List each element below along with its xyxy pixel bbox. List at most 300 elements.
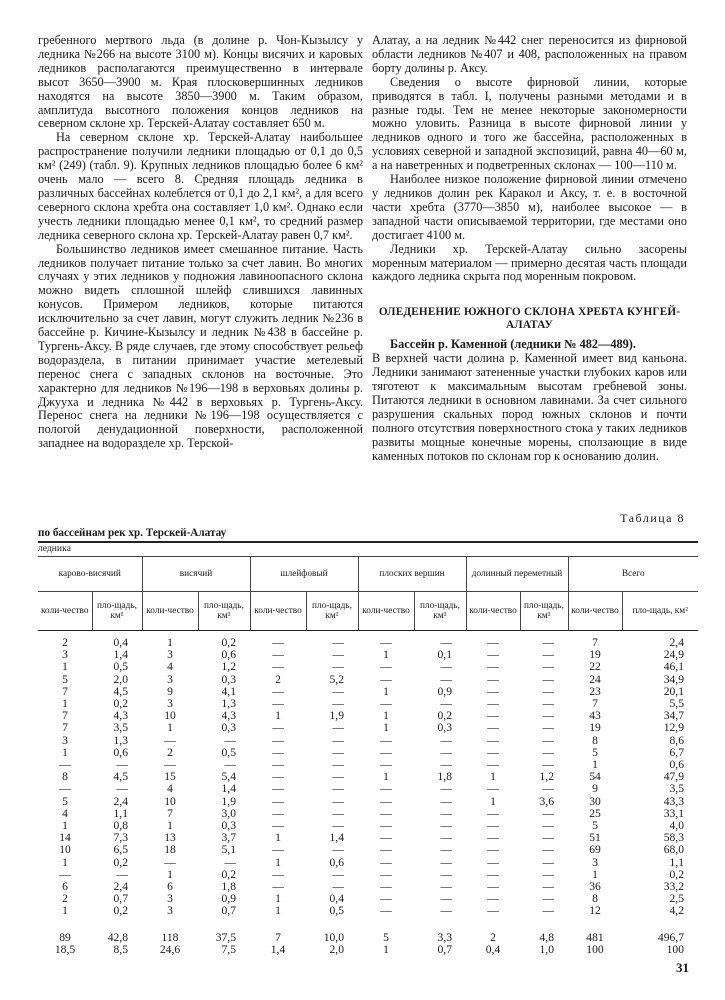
paragraph: Ледники хр. Терскей-Алатау сильно засорены моренным материалом — примерно десятая часть площади каждого ледника скрыта под моренным покровом. (372, 241, 687, 284)
table-cell: 2,4 (113, 794, 128, 808)
table-row (38, 932, 698, 945)
table-cell: — (487, 904, 499, 918)
table-cell: — (380, 782, 392, 796)
table-group-header: карово-висячий (38, 557, 142, 592)
table-cell: 0,2 (113, 904, 128, 918)
table-cell: — (272, 697, 284, 711)
table-cell: 4,3 (113, 709, 128, 723)
paragraph: гребенного мертвого льда (в долине р. Чон-Кызылсу у ледника №266 на высоте 3100 м). Концы висячих и каровых ледников располагаются преимущественно в интервале высот 3650—3900 м. Края плосковершинных ледников находятся на высоте 3850—3900 м. Таким образом, амплитуда высотного положения концов ледников на северном склоне хр. Терскей-Алатау составляет 650 м. (38, 33, 363, 131)
table-cell: — (272, 843, 284, 857)
table-cell: — (440, 745, 452, 759)
table-cell: 8,6 (669, 733, 684, 747)
table-cell: — (440, 697, 452, 711)
table-cell: — (380, 733, 392, 747)
table-cell: 10,0 (323, 930, 344, 944)
table-cell: — (164, 733, 176, 747)
table-cell: — (440, 758, 452, 772)
table-cell: 4 (62, 806, 68, 820)
table-cell: — (272, 819, 284, 833)
table-cell: — (380, 806, 392, 820)
table-cell: 51 (589, 831, 601, 845)
table-cell: 36 (589, 880, 601, 894)
table-cell: 7 (592, 636, 598, 649)
table-cell: — (332, 684, 344, 698)
table-cell: 7,3 (113, 831, 128, 845)
table-cell: — (440, 880, 452, 894)
table-cell: 89 (59, 930, 71, 944)
table-cell: — (332, 782, 344, 796)
table-cell: 3,5 (113, 721, 128, 735)
table-cell: 19 (589, 648, 601, 662)
table-cell: — (487, 709, 499, 723)
table-cell: 0,5 (329, 904, 344, 918)
table-cell: — (380, 794, 392, 808)
table-cell: 0,6 (329, 855, 344, 869)
table-cell: 3 (167, 697, 173, 711)
table-cell: — (332, 636, 344, 649)
table-cell: 3,7 (221, 831, 236, 845)
page-number: 31 (676, 960, 689, 975)
table-sub-header-count: коли-чество (568, 592, 622, 631)
table-cell: — (440, 672, 452, 686)
table-cell: — (440, 733, 452, 747)
table-cell: 1 (592, 758, 598, 772)
table-cell: 9 (167, 684, 173, 698)
table-cell: 1 (167, 819, 173, 833)
table-cell: — (440, 904, 452, 918)
table-cell: 1 (383, 648, 389, 662)
table-cell: 0,9 (437, 684, 452, 698)
table-cell: — (542, 733, 554, 747)
right-column (372, 34, 687, 463)
table-cell: 0,6 (669, 758, 684, 772)
table-cell: — (380, 892, 392, 906)
table-cell: — (542, 660, 554, 674)
table-row (38, 735, 698, 747)
table-cell: — (542, 843, 554, 857)
table-cell: 15 (164, 770, 176, 784)
table-row (38, 747, 698, 759)
table-cell: — (542, 892, 554, 906)
table-cell: 3 (62, 648, 68, 662)
table-cell: 0,6 (221, 648, 236, 662)
table-cell: 1,3 (113, 733, 128, 747)
table-cell: 0,2 (669, 867, 684, 881)
table-cell: — (542, 648, 554, 662)
table-cell: — (487, 892, 499, 906)
table-cell: — (380, 660, 392, 674)
table-cell: — (59, 867, 71, 881)
table-cell: 1 (383, 721, 389, 735)
table-cell: — (272, 660, 284, 674)
table-cell: — (542, 672, 554, 686)
table-row (38, 674, 698, 686)
table-cell: 3,5 (669, 782, 684, 796)
table-cell: 3 (62, 733, 68, 747)
table-cell: 4 (167, 660, 173, 674)
table-cell: 5,5 (669, 697, 684, 711)
table-cell: 6 (62, 880, 68, 894)
table-cell: 1 (62, 660, 68, 674)
table-cell: 4 (167, 782, 173, 796)
table-cell: 2,5 (669, 892, 684, 906)
table-cell: 1,9 (329, 709, 344, 723)
table-cell: 1,3 (221, 697, 236, 711)
paragraph: Сведения о высоте фирновой линии, которые приводятся в табл. I, получены разными методами и в разные годы. Тем не менее некоторые закономерности можно уловить. Разница в высоте фирновой линии у ледников одного и того же бассейна, расположенных в условиях северной и западной экспозиций, равна 40—60 м, а на наветренных и подветренных склонах — 100—110 м. (372, 74, 687, 173)
table-cell: — (440, 806, 452, 820)
table-cell: — (272, 758, 284, 772)
table-cell: 54 (589, 770, 601, 784)
table-cell: — (332, 758, 344, 772)
table-cell: — (59, 758, 71, 772)
table-sub-header-area: пло-щадь, км² (520, 592, 568, 631)
table-cell: — (380, 819, 392, 833)
table-cell: 6,5 (113, 843, 128, 857)
table-cell: 1,9 (221, 794, 236, 808)
table-cell: — (487, 648, 499, 662)
table-cell: 37,5 (215, 930, 236, 944)
table-cell: 10 (164, 794, 176, 808)
table-cell: 7,5 (221, 943, 236, 957)
table-cell: 7 (62, 709, 68, 723)
table-cell: 18,5 (54, 943, 76, 957)
table-cell: — (380, 745, 392, 759)
table-cell: — (272, 721, 284, 735)
table-cell: — (380, 904, 392, 918)
table-cell: 7 (62, 721, 68, 735)
table-cell: 1 (62, 855, 68, 869)
basin-paragraph (372, 338, 687, 352)
table-cell: — (542, 904, 554, 918)
table-cell: 42,8 (107, 930, 128, 944)
table-cell: 2,0 (329, 943, 344, 957)
table-cell: — (542, 745, 554, 759)
table-cell: 4,5 (113, 684, 128, 698)
table-cell: 5 (383, 930, 389, 944)
table-cell: — (380, 855, 392, 869)
table-cell: 4,5 (113, 770, 128, 784)
table-cell: — (164, 758, 176, 772)
table-row (38, 796, 698, 808)
table-cell: 4,2 (669, 904, 684, 918)
table-cell: — (487, 684, 499, 698)
table-sub-header-area: пло-щадь, км² (622, 592, 698, 631)
table-cell: 0,3 (437, 721, 452, 735)
table-cell: 1 (275, 709, 281, 723)
table-cell: 46,1 (663, 660, 684, 674)
table-cell: 1 (62, 819, 68, 833)
table-cell: — (440, 867, 452, 881)
table-cell: 1 (275, 892, 281, 906)
paragraph: Большинство ледников имеет смешанное питание. Часть ледников получает питание только за счет лавин. Во многих случаях у этих ледников у подножия лавиноопасного склона можно видеть сплошной шлейф слившихся лавинных конусов. Примером ледников, которые питаются исключительно за счет лавин, могут служить ледник №236 в бассейне р. Кичине-Кызылсу и ледник №438 в бассейне р. Тургень-Аксу. В ряде случаев, где этому способствует рельеф водораздела, в питании принимает участие метелевый перенос снега с западных склонов на восточные. Это характерно для ледников №196—198 в верховьях долины р. Джууха и ледника №442 в верховьях р. Тургень-Аксу. Перенос снега на ледники №196—198 осуществляется с пологой денудационной поверхности, расположенной западнее на водоразделе хр. Терской- (38, 241, 363, 451)
table-cell: — (542, 684, 554, 698)
table-cell: 47,9 (663, 770, 684, 784)
table-cell: 1 (167, 721, 173, 735)
table-cell: — (272, 733, 284, 747)
table-cell: — (542, 806, 554, 820)
table-group-header: Всего (568, 557, 698, 592)
table-cell: 7 (62, 684, 68, 698)
table-cell: 2,0 (113, 672, 128, 686)
table-cell: 3 (167, 904, 173, 918)
table-cell: 10 (59, 843, 71, 857)
table-row (38, 844, 698, 856)
table-cell: — (332, 819, 344, 833)
table-cell: 1 (275, 904, 281, 918)
table-cell: — (487, 855, 499, 869)
table-cell: 12 (589, 904, 601, 918)
paragraph: Наиболее низкое положение фирновой линии отмечено у ледников долин рек Каракол и Аксу, т. е. в восточной части хребта (3770—3850 м), наиболее высокое — в западной части описываемой территории, где местами оно достигает 4100 м. (372, 172, 687, 242)
table-cell: 14 (59, 831, 71, 845)
table-cell: — (224, 758, 236, 772)
table-cell: 5 (62, 794, 68, 808)
table-cell: 3 (167, 648, 173, 662)
table-cell: 1,2 (539, 770, 554, 784)
table-cell: 5,4 (221, 770, 236, 784)
table-cell: — (440, 636, 452, 649)
table-cell: — (440, 831, 452, 845)
table-cell: 7 (167, 806, 173, 820)
table-cell: 100 (666, 943, 684, 957)
table-cell: 1 (275, 855, 281, 869)
table-cell: 1,2 (221, 660, 236, 674)
table-cell: — (440, 843, 452, 857)
table-cell: 0,7 (113, 892, 128, 906)
table-cell: 0,3 (221, 721, 236, 735)
table-cell: 13 (164, 831, 176, 845)
table-row (38, 905, 698, 917)
table-cell: — (380, 867, 392, 881)
table-cell: 1,1 (669, 855, 684, 869)
table-cell: — (332, 843, 344, 857)
table-cell: 481 (586, 930, 604, 944)
table-cell: 1 (383, 770, 389, 784)
table-cell: 1,8 (221, 880, 236, 894)
table-cell: — (487, 782, 499, 796)
table-cell: — (380, 843, 392, 857)
table-sub-header-area: пло-щадь, км² (92, 592, 142, 631)
table-cell: — (440, 855, 452, 869)
table-cell: 1 (62, 745, 68, 759)
table-cell: — (332, 880, 344, 894)
table-row (38, 808, 698, 820)
table-cell: 3 (167, 892, 173, 906)
table-cell: 3 (592, 855, 598, 869)
table-cell: 1,0 (539, 943, 554, 957)
table-cell: 1,8 (437, 770, 452, 784)
table-row (38, 857, 698, 869)
table-cell: 1 (383, 684, 389, 698)
table-cell: 58,3 (663, 831, 684, 845)
table-row (38, 771, 698, 783)
table-cell: 1,4 (221, 782, 236, 796)
table-cell: 12,9 (663, 721, 684, 735)
paragraph: В верхней части долина р. Каменной имеет вид каньона. Ледники занимают затененные участки глубоких каров или тяготеют к максимальным высотам гребневой зоны. Питаются ледники в основном лавинами. За счет сильного разрушения скальных пород южных склонов и почти полного отсутствия поверхностного стока у таких ледников развиты мощные конечные морены, сползающие в виде каменных потоков по склонам гор к основанию долин. (372, 351, 687, 463)
table-sub-header-area: пло-щадь, км² (306, 592, 358, 631)
table-cell: 2,4 (669, 636, 684, 649)
table-cell: 33,2 (663, 880, 684, 894)
table-cell: — (380, 697, 392, 711)
table-cell: 8 (62, 770, 68, 784)
table-cell: 34,9 (663, 672, 684, 686)
table-cell: 0,3 (221, 672, 236, 686)
table-cell: 3,6 (539, 794, 554, 808)
table-sub-header-area: пло-щадь, км² (198, 592, 250, 631)
table-cell: — (272, 648, 284, 662)
table-cell: — (272, 867, 284, 881)
table-row (38, 944, 698, 957)
table-cell: 4,0 (669, 819, 684, 833)
table-cell: — (380, 831, 392, 845)
table-cell: 34,7 (663, 709, 684, 723)
table-cell: — (380, 880, 392, 894)
table-group-header: долинный переметный (466, 557, 568, 592)
table-cell: 1,4 (113, 648, 128, 662)
table-sub-header-area: пло-щадь, км² (414, 592, 466, 631)
table-cell: — (272, 794, 284, 808)
table-cell: — (332, 660, 344, 674)
table-cell: 0,4 (113, 636, 128, 649)
table-cell: 5 (592, 745, 598, 759)
table-row (38, 631, 698, 650)
table-cell: — (272, 745, 284, 759)
table-cell: 3 (167, 672, 173, 686)
table-cell: 2 (167, 745, 173, 759)
table-cell: — (487, 819, 499, 833)
table-cell: 2 (62, 636, 68, 649)
table-cell: — (224, 855, 236, 869)
table-cell: — (332, 794, 344, 808)
table-cell: 1 (62, 904, 68, 918)
table-cell: 1 (490, 794, 496, 808)
table-cell: — (487, 733, 499, 747)
table-cell: 10 (164, 709, 176, 723)
table-cell: — (542, 636, 554, 649)
table-cell: 7 (592, 697, 598, 711)
table-cell: 69 (589, 843, 601, 857)
table-cell: 1 (167, 636, 173, 649)
table-cell: 33,1 (663, 806, 684, 820)
table-sub-header-count: коли-чество (38, 592, 92, 631)
table-cell: 100 (586, 943, 604, 957)
table-cell: — (332, 806, 344, 820)
table-cell: — (487, 758, 499, 772)
table-cell: — (272, 636, 284, 649)
table-cell: — (272, 782, 284, 796)
table-cell: 0,5 (113, 660, 128, 674)
table-cell: — (487, 843, 499, 857)
table-cell: 8 (592, 892, 598, 906)
table-cell: — (440, 782, 452, 796)
table-cell: — (380, 758, 392, 772)
table-cell: — (542, 819, 554, 833)
table-sub-header-count: коли-чество (142, 592, 198, 631)
table-cell: 1 (592, 867, 598, 881)
table-cell: 0,7 (221, 904, 236, 918)
table-cell: — (272, 806, 284, 820)
table-cell: 4,1 (221, 684, 236, 698)
table-cell: 0,8 (113, 819, 128, 833)
table-cell: — (332, 648, 344, 662)
table-cell: — (116, 758, 128, 772)
table-cell: — (116, 782, 128, 796)
table-cell: 0,7 (437, 943, 452, 957)
table-row (38, 686, 698, 698)
table-cell: — (332, 733, 344, 747)
table-row (38, 661, 698, 673)
table-cell: — (487, 831, 499, 845)
table-cell: 3,3 (437, 930, 452, 944)
table-cell: — (487, 745, 499, 759)
table-cell: — (380, 636, 392, 649)
table-cell: — (487, 721, 499, 735)
table-label: Таблица 8 (620, 511, 685, 525)
table-cell: 118 (161, 930, 179, 944)
table-cell: 5 (592, 819, 598, 833)
table-cell: 0,5 (221, 745, 236, 759)
table-cell: 0,4 (485, 943, 501, 957)
table-cell: — (164, 855, 176, 869)
table-cell: 2 (62, 892, 68, 906)
table-cell: — (440, 892, 452, 906)
table-cell: — (542, 855, 554, 869)
table-row (38, 783, 698, 795)
left-column (38, 34, 363, 451)
table-group-header: висячий (142, 557, 250, 592)
table-cell: 20,1 (663, 684, 684, 698)
table-cell: — (542, 867, 554, 881)
table-cell: 1 (383, 943, 389, 957)
table-group-header: плоских вершин (358, 557, 466, 592)
table-cell: — (542, 697, 554, 711)
table-cell: 0,4 (329, 892, 344, 906)
table-cell: — (487, 672, 499, 686)
table-cell: — (116, 867, 128, 881)
table-cell: 0,3 (221, 819, 236, 833)
table-cell: 0,2 (113, 855, 128, 869)
table-cell: 5,1 (221, 843, 236, 857)
table-cell: — (440, 819, 452, 833)
table-group-header: шлейфовый (250, 557, 358, 592)
table-cell: — (487, 880, 499, 894)
table-cell: 6,7 (669, 745, 684, 759)
table-cell: — (487, 697, 499, 711)
table-cell: — (332, 867, 344, 881)
table-cell: 0,9 (221, 892, 236, 906)
table-cell: 24 (589, 672, 601, 686)
table-cell: 1 (490, 770, 496, 784)
table-cell: 1 (275, 831, 281, 845)
table-cell: 23 (589, 684, 601, 698)
table-cell: — (272, 684, 284, 698)
table-cell: 2 (490, 930, 496, 944)
table-cell: 18 (164, 843, 176, 857)
glacier-table (38, 541, 698, 957)
table-cell: — (272, 880, 284, 894)
table-cell: 6 (167, 880, 173, 894)
table-cell: 2 (275, 672, 281, 686)
table-cell: 0,2 (221, 867, 236, 881)
table-sub-header-count: коли-чество (358, 592, 414, 631)
table-cell: 0,1 (437, 648, 452, 662)
table-cell: 43,3 (663, 794, 684, 808)
table-cell: 1 (383, 709, 389, 723)
table-cell: — (272, 770, 284, 784)
table-caption: по бассейнам рек хр. Терскей-Алатау (38, 527, 227, 539)
table-cell: — (332, 697, 344, 711)
table-cell: 7 (275, 930, 281, 944)
table-cell: 5,2 (329, 672, 344, 686)
